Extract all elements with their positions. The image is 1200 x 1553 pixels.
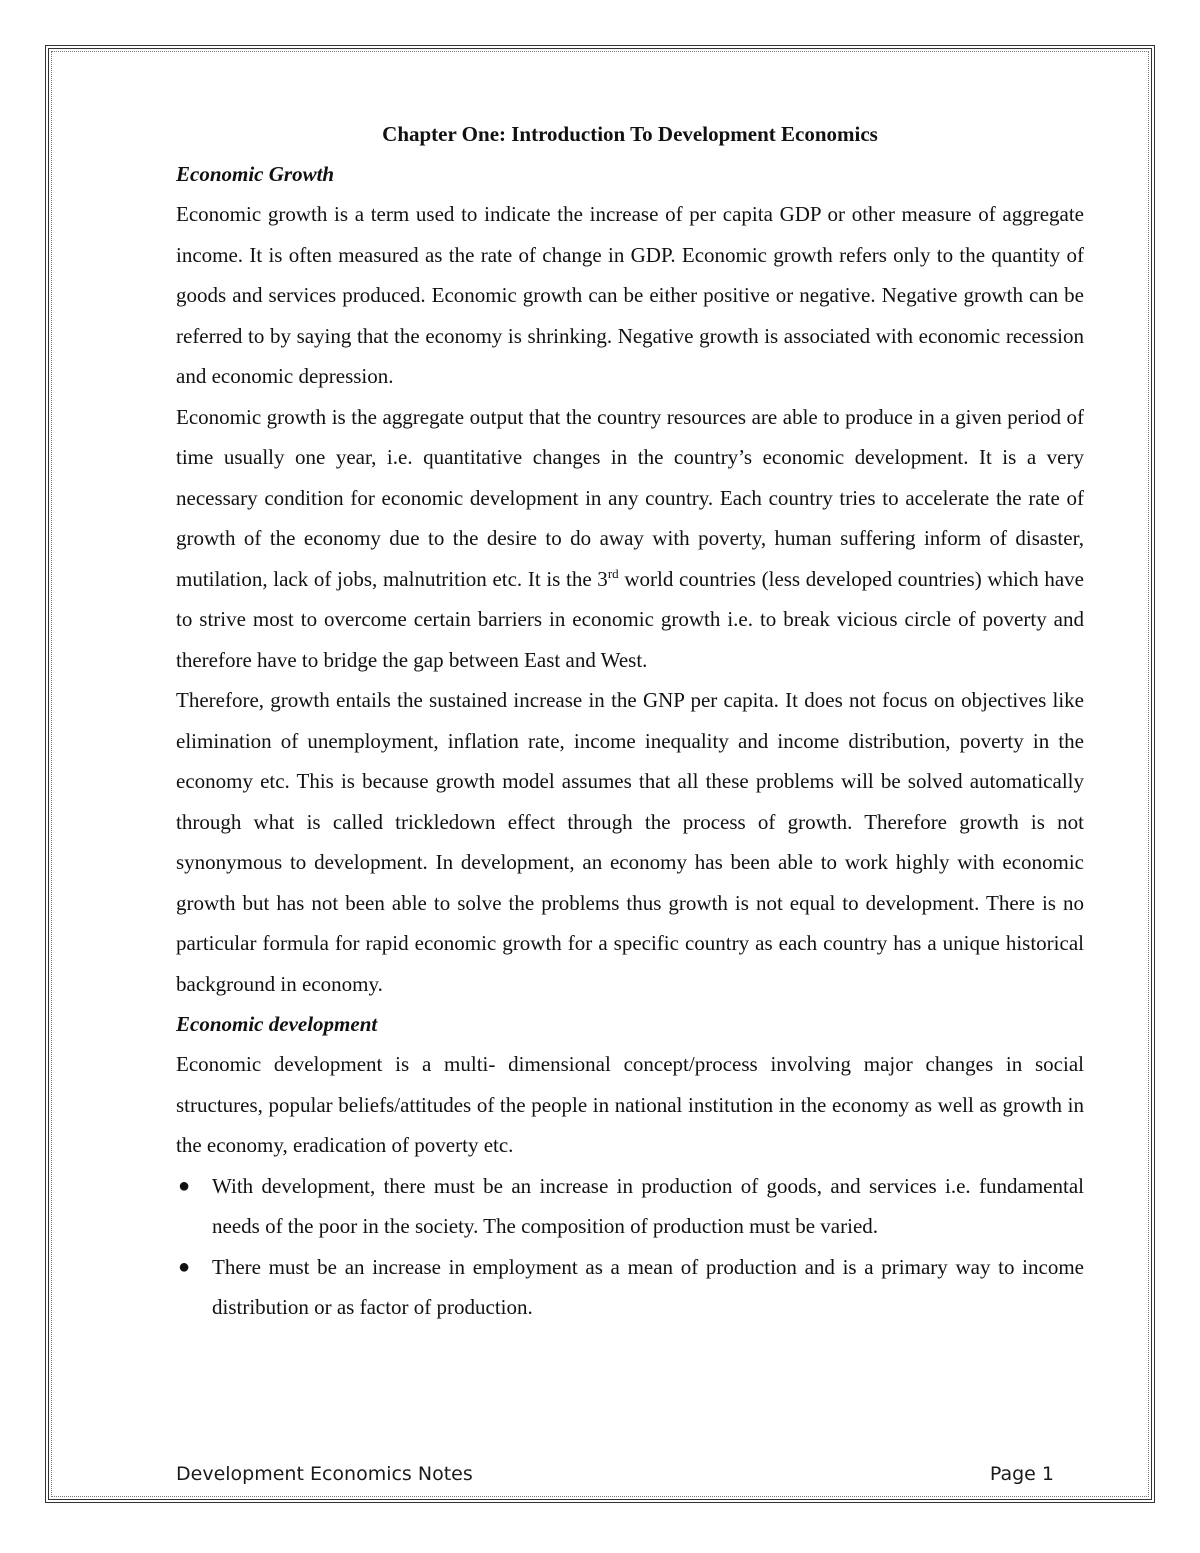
heading-economic-development: Economic development (176, 1012, 378, 1036)
page-footer (176, 1463, 1054, 1485)
page-number: Page 1 (989, 1463, 1054, 1485)
footer-doc-title: Development Economics Notes (176, 1463, 473, 1485)
bullet-icon: ● (178, 1174, 191, 1197)
paragraph-growth-2-part1: Economic growth is the aggregate output that the country resources are able to produce in a given period of time usually one year, i.e. quantitative changes in the country’s economic development. It is a very necessary condition for economic development in any country. Each country tries to accelerate the rate of growth of the economy due to the desire to do away with poverty, human suffering inform of disaster, mutilation, lack of jobs, malnutrition etc. It is the 3 (176, 404, 1084, 591)
heading-economic-growth: Economic Growth (176, 162, 335, 186)
document-body (176, 114, 1084, 1328)
bullet-list (176, 1166, 1084, 1328)
superscript-rd: rd (607, 565, 619, 581)
bullet-icon: ● (178, 1255, 191, 1278)
paragraph-development-1: Economic development is a multi- dimensional concept/process involving major changes in social structures, popular beliefs/attitudes of the people in national institution in the economy as well as growth in the economy, eradication of poverty etc. (176, 1052, 1084, 1157)
bullet-text: There must be an increase in employment as a mean of production and is a primary way to income distribution or as factor of production. (212, 1254, 1084, 1319)
paragraph-growth-3: Therefore, growth entails the sustained increase in the GNP per capita. It does not focus on objectives like elimination of unemployment, inflation rate, income inequality and income distribution, poverty in the economy etc. This is because growth model assumes that all these problems will be solved automatically through what is called trickledown effect through the process of growth. Therefore growth is not synonymous to development. In development, an economy has been able to work highly with economic growth but has not been able to solve the problems thus growth is not equal to development. There is no particular formula for rapid economic growth for a specific country as each country has a unique historical background in economy. (176, 688, 1084, 996)
list-item (176, 1247, 1084, 1328)
bullet-text: With development, there must be an increase in production of goods, and services i.e. fundamental needs of the poor in the society. The composition of production must be varied. (212, 1173, 1084, 1238)
paragraph-growth-1: Economic growth is a term used to indicate the increase of per capita GDP or other measure of aggregate income. It is often measured as the rate of change in GDP. Economic growth refers only to the quantity of goods and services produced. Economic growth can be either positive or negative. Negative growth can be referred to by saying that the economy is shrinking. Negative growth is associated with economic recession and economic depression. (176, 202, 1084, 388)
list-item (176, 1166, 1084, 1247)
paragraph-growth-2-part2: world countries (less developed countries) which have to strive most to overcome certain barriers in economic growth i.e. to break vicious circle of poverty and therefore have to bridge the gap between East and West. (176, 566, 1084, 672)
paragraph-growth-2 (176, 397, 1084, 681)
chapter-title: Chapter One: Introduction To Development Economics (382, 122, 878, 146)
